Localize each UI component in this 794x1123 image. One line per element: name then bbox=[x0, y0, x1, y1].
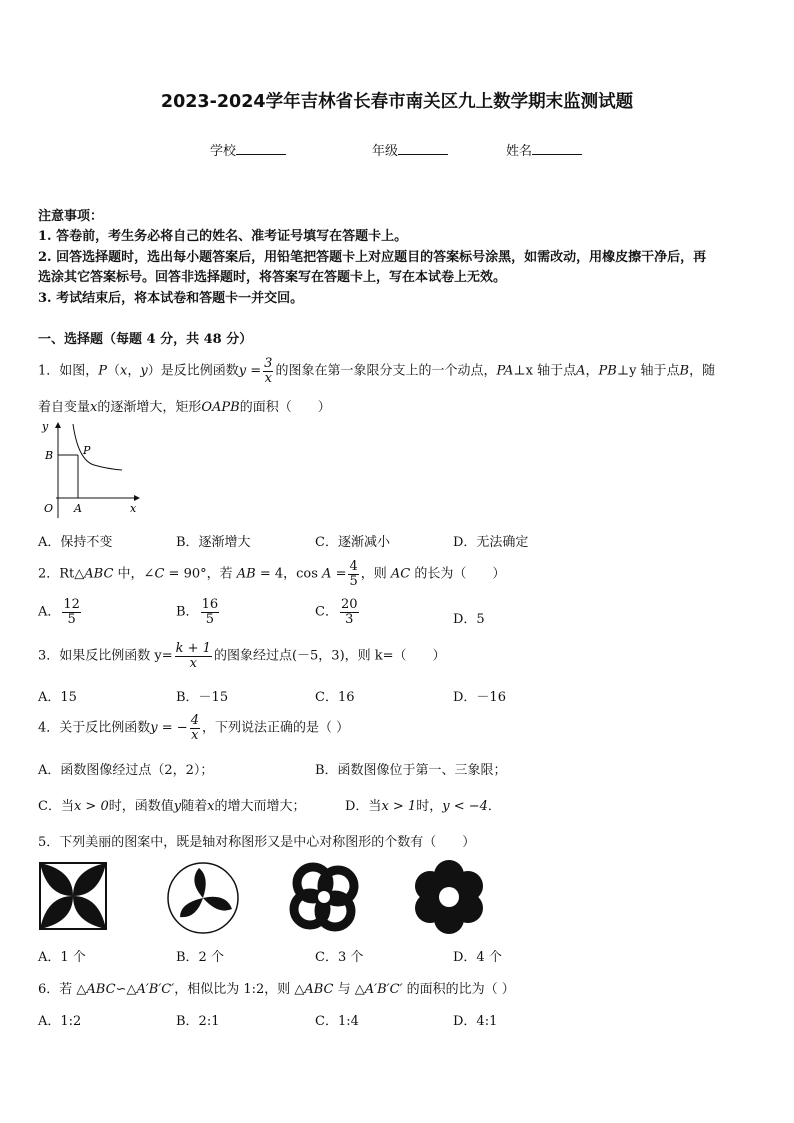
q2-text: 2．Rt△ bbox=[38, 566, 85, 582]
grade-blank bbox=[398, 141, 448, 155]
q1-var: P bbox=[98, 363, 108, 379]
q6-text: 6．若 △ bbox=[38, 982, 87, 997]
option-text: C．当 bbox=[38, 799, 74, 814]
school-label: 学校 bbox=[210, 144, 237, 159]
question-2 bbox=[38, 560, 505, 588]
q1-text: x 轴于点 bbox=[525, 363, 577, 379]
grade-label: 年级 bbox=[372, 144, 399, 159]
q1-option-b[interactable]: B．逐渐增大 bbox=[176, 535, 251, 550]
q4-option-c[interactable] bbox=[38, 795, 305, 814]
option-text: 的增大而增大； bbox=[214, 799, 306, 814]
q2-text: ，则 bbox=[360, 566, 391, 582]
q4-text: ，下列说法正确的是（ ） bbox=[201, 720, 350, 736]
q5-option-b[interactable]: B．2 个 bbox=[176, 950, 224, 965]
option-fraction bbox=[201, 598, 220, 626]
section-heading: 一、选择题（每题 4 分，共 48 分） bbox=[38, 332, 253, 347]
numerator: 12 bbox=[63, 597, 80, 612]
q4-text: 4．关于反比例函数 bbox=[38, 720, 151, 736]
q6-text: 与 △ bbox=[333, 982, 365, 997]
q2-option-a[interactable] bbox=[38, 598, 83, 626]
page-title: 2023-2024学年吉林省长春市南关区九上数学期末监测试题 bbox=[160, 92, 634, 112]
name-blank bbox=[532, 141, 582, 155]
q2-option-d[interactable]: D．5 bbox=[453, 612, 485, 627]
q4-fraction bbox=[190, 714, 200, 742]
q6-text: ∽△ bbox=[115, 982, 137, 997]
q1-text: 的图象在第一象限分支上的一个动点， bbox=[275, 363, 497, 379]
option-var: x > 0 bbox=[73, 799, 109, 814]
q1-text: ，随 bbox=[689, 363, 716, 379]
denominator: 5 bbox=[67, 611, 76, 627]
option-var: x > 1 bbox=[381, 799, 417, 814]
option-label: B． bbox=[176, 604, 199, 620]
option-var: y < −4 bbox=[442, 799, 488, 814]
q6-option-d[interactable]: D．4:1 bbox=[453, 1014, 498, 1029]
option-fraction bbox=[340, 598, 359, 626]
denominator: 5 bbox=[349, 573, 358, 589]
q2-var: AB bbox=[236, 566, 256, 582]
q3-option-a[interactable]: A．15 bbox=[38, 690, 77, 705]
q5-option-c[interactable]: C．3 个 bbox=[315, 950, 364, 965]
q1-var: OAPB bbox=[201, 400, 240, 415]
q1-var: B bbox=[679, 363, 690, 379]
x-axis-arrow bbox=[134, 495, 140, 501]
label-p: P bbox=[83, 444, 91, 457]
denominator: 5 bbox=[205, 611, 214, 627]
q1-text: （ bbox=[107, 363, 121, 379]
y-axis-arrow bbox=[55, 422, 61, 428]
q1-var: PB bbox=[598, 363, 617, 379]
label-x: x bbox=[130, 502, 137, 515]
q6-var: ABC bbox=[304, 982, 334, 997]
q1-function: y = bbox=[238, 363, 262, 379]
q1-var: y bbox=[140, 363, 148, 379]
q4-function: y = − bbox=[150, 720, 188, 736]
notice-heading: 注意事项： bbox=[38, 209, 104, 224]
q1-text: 的逐渐增大，矩形 bbox=[97, 400, 202, 415]
q2-text: = bbox=[331, 566, 347, 582]
numerator: 4 bbox=[190, 713, 199, 728]
q2-option-b[interactable] bbox=[176, 598, 221, 626]
option-var: x bbox=[207, 799, 215, 814]
q1-text: ）是反比例函数 bbox=[147, 363, 239, 379]
q6-var: A′B′C′ bbox=[364, 982, 403, 997]
denominator: 3 bbox=[345, 611, 354, 627]
option-label: A． bbox=[38, 604, 61, 620]
question-6 bbox=[38, 978, 515, 997]
q2-var: AC bbox=[390, 566, 411, 582]
hyperbola-curve bbox=[73, 424, 122, 470]
q1-text: ⊥ bbox=[616, 363, 630, 379]
q6-text: ，相似比为 1:2，则 △ bbox=[174, 982, 305, 997]
q5-option-d[interactable]: D．4 个 bbox=[453, 950, 502, 965]
pattern-circle-propeller bbox=[166, 861, 240, 935]
question-1-line-1 bbox=[38, 357, 715, 385]
label-o: O bbox=[44, 502, 54, 515]
q2-fraction bbox=[348, 560, 358, 588]
q6-text: 的面积的比为（ ） bbox=[402, 982, 515, 997]
q6-var: A′B′C′ bbox=[136, 982, 175, 997]
q3-option-d[interactable]: D．－16 bbox=[453, 690, 506, 705]
question-4 bbox=[38, 714, 349, 742]
q3-fraction bbox=[175, 642, 212, 670]
q3-option-c[interactable]: C．16 bbox=[315, 690, 355, 705]
numerator: 4 bbox=[349, 559, 358, 574]
q1-text: y 轴于点 bbox=[629, 363, 680, 379]
q2-var: ABC bbox=[84, 566, 114, 582]
q3-option-b[interactable]: B．－15 bbox=[176, 690, 229, 705]
q6-option-a[interactable]: A．1:2 bbox=[38, 1014, 82, 1029]
numerator: 16 bbox=[201, 597, 219, 612]
label-y: y bbox=[42, 420, 49, 433]
notice-item: 1. 答卷前，考生务必将自己的姓名、准考证号填写在答题卡上。 bbox=[38, 229, 408, 244]
notice-item: 选涂其它答案标号。回答非选择题时，将答案写在答题卡上，写在本试卷上无效。 bbox=[38, 270, 507, 285]
name-field bbox=[506, 140, 582, 159]
q2-text: = 4，cos bbox=[255, 566, 323, 582]
q6-option-b[interactable]: B．2:1 bbox=[176, 1014, 220, 1029]
question-5: 5．下列美丽的图案中，既是轴对称图形又是中心对称图形的个数有（ ） bbox=[38, 835, 476, 850]
q3-text: 的图象经过点(－5，3)，则 k=（ ） bbox=[213, 648, 446, 664]
q2-text: 中，∠ bbox=[113, 566, 155, 582]
option-var: y bbox=[173, 799, 182, 814]
school-field bbox=[210, 140, 286, 159]
q6-option-c[interactable]: C．1:4 bbox=[315, 1014, 359, 1029]
q1-text: 1．如图， bbox=[38, 363, 99, 379]
label-a: A bbox=[74, 502, 82, 515]
pattern-interlocking-rings bbox=[286, 859, 362, 935]
q1-text: ， bbox=[127, 363, 141, 379]
option-text: ． bbox=[487, 799, 501, 814]
q1-var: x bbox=[90, 400, 98, 415]
q2-var: C bbox=[154, 566, 165, 582]
q1-text: 着自变量 bbox=[38, 400, 91, 415]
denominator: x bbox=[264, 370, 272, 386]
q6-var: ABC bbox=[86, 982, 116, 997]
q4-option-a[interactable]: A．函数图像经过点（2，2）； bbox=[38, 763, 214, 778]
q3-text: 3．如果反比例函数 y= bbox=[38, 648, 173, 664]
option-text: D．当 bbox=[345, 799, 382, 814]
q2-var: A bbox=[322, 566, 332, 582]
q1-text: ， bbox=[585, 363, 599, 379]
name-label: 姓名 bbox=[506, 144, 533, 159]
option-text: 随着 bbox=[181, 799, 208, 814]
q1-option-a[interactable]: A．保持不变 bbox=[38, 535, 113, 550]
grade-field bbox=[372, 140, 448, 159]
pattern-square-petals bbox=[39, 862, 107, 930]
denominator: x bbox=[189, 655, 197, 671]
q1-var: PA bbox=[496, 363, 514, 379]
numerator: 20 bbox=[340, 597, 358, 612]
q1-var: A bbox=[576, 363, 586, 379]
pattern-flower bbox=[410, 858, 488, 936]
notice-item: 2. 回答选择题时，选出每小题答案后，用铅笔把答题卡上对应题目的答案标号涂黑，如需改动，用橡皮擦干净后，再 bbox=[38, 250, 707, 265]
q2-text: 的长为（ ） bbox=[410, 566, 506, 582]
q2-text: = 90°，若 bbox=[164, 566, 237, 582]
notice-item: 3. 考试结束后，将本试卷和答题卡一并交回。 bbox=[38, 291, 304, 306]
option-text: 时， bbox=[416, 799, 443, 814]
q1-fraction bbox=[263, 357, 273, 385]
option-fraction bbox=[62, 598, 81, 626]
q1-graph-figure bbox=[36, 420, 140, 520]
q4-option-b[interactable]: B．函数图像位于第一、三象限； bbox=[315, 763, 507, 778]
school-blank bbox=[236, 141, 286, 155]
q1-option-c[interactable]: C．逐渐减小 bbox=[315, 535, 390, 550]
numerator: 3 bbox=[264, 356, 273, 371]
q1-text: 的面积（ ） bbox=[239, 400, 331, 415]
question-1-line-2 bbox=[38, 396, 331, 415]
q1-text: ⊥ bbox=[513, 363, 526, 379]
denominator: x bbox=[191, 727, 199, 743]
q1-var: x bbox=[120, 363, 128, 379]
q1-option-d[interactable]: D．无法确定 bbox=[453, 535, 529, 550]
q2-option-c[interactable] bbox=[315, 598, 361, 626]
q5-option-a[interactable]: A．1 个 bbox=[38, 950, 86, 965]
numerator: k + 1 bbox=[175, 641, 211, 656]
q4-option-d[interactable] bbox=[345, 795, 501, 814]
question-3 bbox=[38, 642, 446, 670]
option-label: C． bbox=[315, 604, 338, 620]
option-text: 时，函数值 bbox=[108, 799, 174, 814]
label-b: B bbox=[45, 449, 54, 462]
